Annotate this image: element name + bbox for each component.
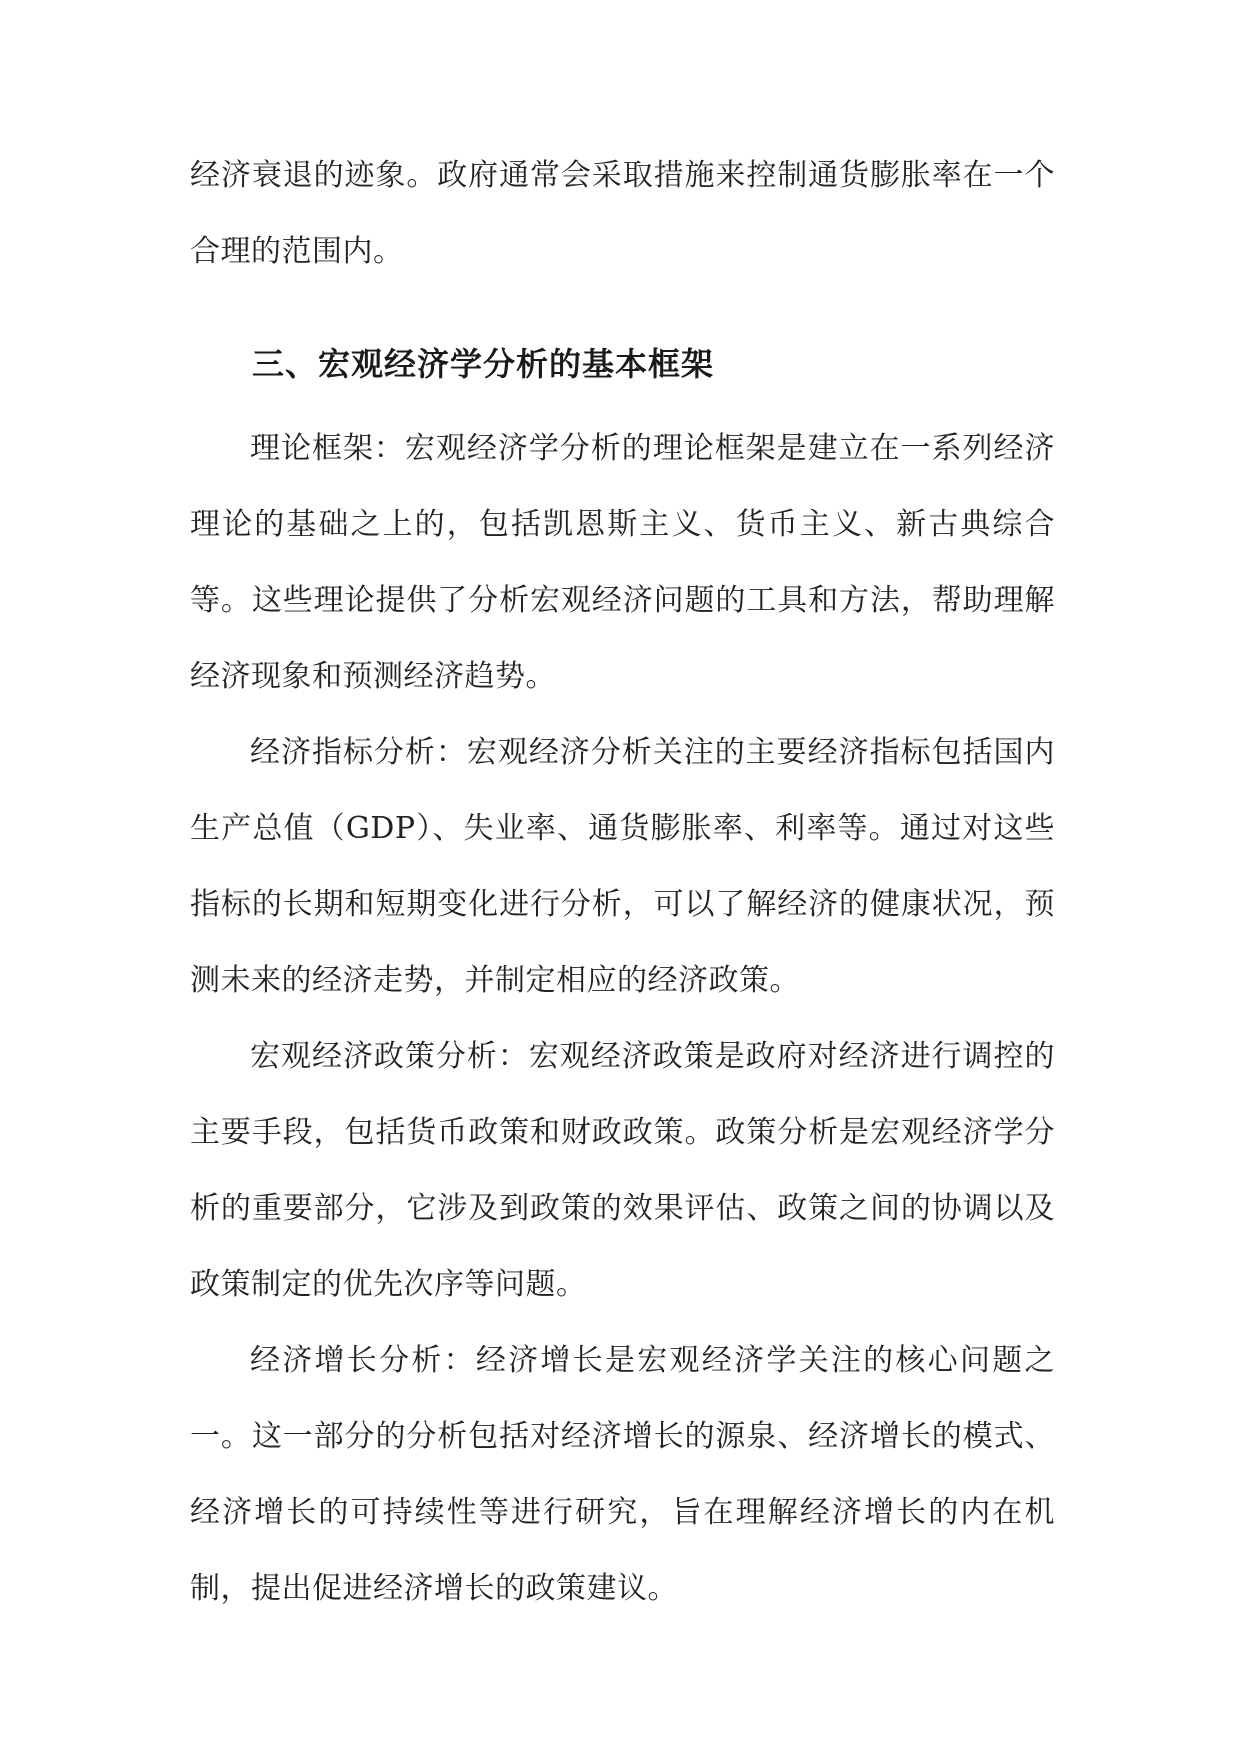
document-body (190, 138, 1055, 1627)
paragraph-theoretical-framework: 理论框架：宏观经济学分析的理论框架是建立在一系列经济理论的基础之上的，包括凯恩斯主义、货币主义、新古典综合等。这些理论提供了分析宏观经济问题的工具和方法，帮助理解经济现象和预测经济趋势。 (190, 431, 1055, 694)
continuation-paragraph: 经济衰退的迹象。政府通常会采取措施来控制通货膨胀率在一个合理的范围内。 (190, 158, 1055, 269)
paragraph-policy-analysis: 宏观经济政策分析：宏观经济政策是政府对经济进行调控的主要手段，包括货币政策和财政政策。政策分析是宏观经济学分析的重要部分，它涉及到政策的效果评估、政策之间的协调以及政策制定的优先次序等问题。 (190, 1039, 1055, 1302)
section-heading: 三、宏观经济学分析的基本框架 (252, 345, 715, 383)
paragraph-growth-analysis: 经济增长分析：经济增长是宏观经济学关注的核心问题之一。这一部分的分析包括对经济增长的源泉、经济增长的模式、经济增长的可持续性等进行研究，旨在理解经济增长的内在机制，提出促进经济增长的政策建议。 (190, 1343, 1055, 1606)
paragraph-economic-indicators: 经济指标分析：宏观经济分析关注的主要经济指标包括国内生产总值（GDP）、失业率、通货膨胀率、利率等。通过对这些指标的长期和短期变化进行分析，可以了解经济的健康状况，预测未来的经济走势，并制定相应的经济政策。 (190, 735, 1055, 998)
